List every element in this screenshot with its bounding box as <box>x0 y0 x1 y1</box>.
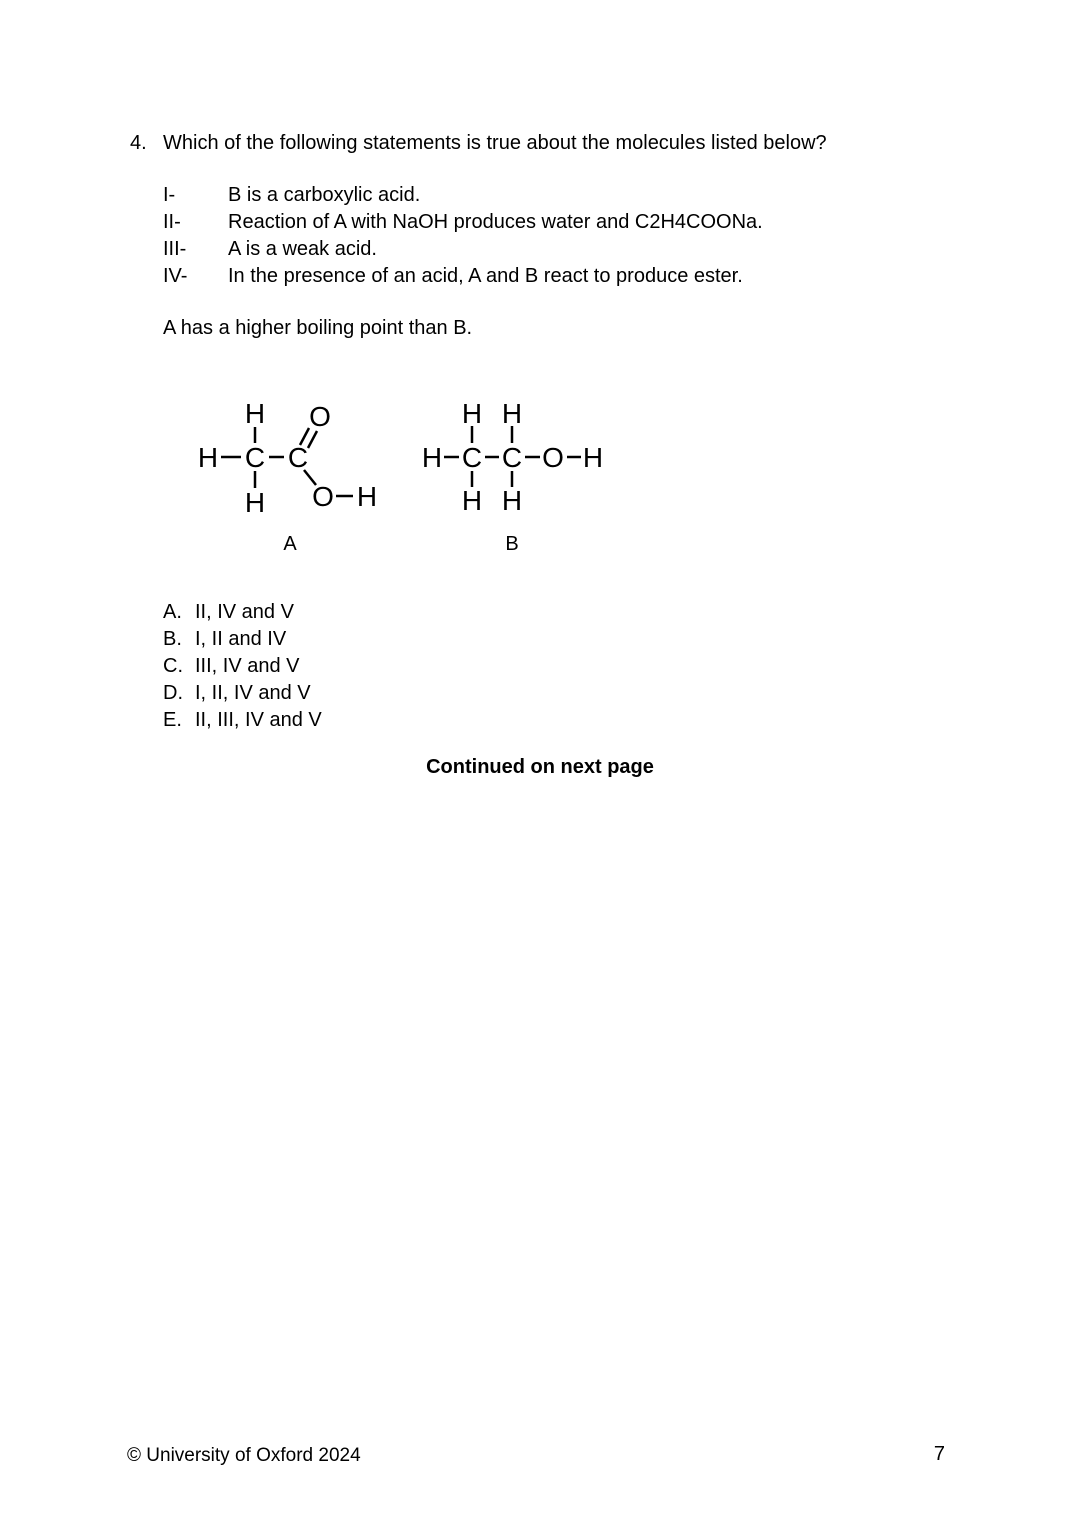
statement-numeral: III- <box>163 238 187 260</box>
atom-h: H <box>356 481 378 512</box>
atom-c: C <box>244 442 266 473</box>
statement-numeral: I- <box>163 184 176 206</box>
atom-o: O <box>309 401 331 432</box>
statement-text: Reaction of A with NaOH produces water and C2H4COONa. <box>228 211 763 233</box>
option-text: I, II and IV <box>195 628 287 650</box>
question-number: 4. <box>130 132 147 154</box>
option-letter: C. <box>163 655 183 677</box>
option-e <box>163 707 980 734</box>
molecule-a-structure <box>180 388 410 533</box>
answer-options <box>163 599 980 734</box>
atom-h: H <box>501 485 523 516</box>
statement-text: In the presence of an acid, A and B react to produce ester. <box>228 265 743 287</box>
molecule-a-label: A <box>283 533 297 555</box>
footer-copyright: © University of Oxford 2024 <box>127 1445 361 1466</box>
option-c <box>163 653 980 680</box>
atom-h: H <box>461 398 483 429</box>
option-text: II, IV and V <box>195 601 294 623</box>
statements-list <box>163 182 980 290</box>
statement-text: B is a carboxylic acid. <box>228 184 421 206</box>
statement-numeral: II- <box>163 211 181 233</box>
atom-c: C <box>501 442 523 473</box>
option-letter: B. <box>163 628 182 650</box>
molecule-b-diagram <box>400 388 620 528</box>
statement-item-1 <box>163 182 980 209</box>
option-letter: D. <box>163 682 183 704</box>
double-bond-c2-o-line2 <box>308 431 317 448</box>
option-text: I, II, IV and V <box>195 682 311 704</box>
atom-h: H <box>501 398 523 429</box>
statement-item-3 <box>163 236 980 263</box>
statement-numeral: IV- <box>163 265 188 287</box>
atom-h: H <box>244 487 266 518</box>
question-line <box>130 130 980 157</box>
atom-h: H <box>582 442 604 473</box>
atom-h: H <box>421 442 443 473</box>
question-text: Which of the following statements is true about the molecules listed below? <box>163 132 827 154</box>
option-letter: A. <box>163 601 182 623</box>
atom-h: H <box>244 398 266 429</box>
molecule-a-diagram <box>180 388 410 528</box>
atom-o: O <box>312 481 334 512</box>
option-letter: E. <box>163 709 182 731</box>
atom-h: H <box>461 485 483 516</box>
statement-item-2 <box>163 209 980 236</box>
option-d <box>163 680 980 707</box>
option-text: II, III, IV and V <box>195 709 322 731</box>
statement-text: A is a weak acid. <box>228 238 377 260</box>
molecule-b-label: B <box>505 533 519 555</box>
option-text: III, IV and V <box>195 655 300 677</box>
atom-c: C <box>287 442 309 473</box>
option-b <box>163 626 980 653</box>
atom-o: O <box>542 442 564 473</box>
statement-v: A has a higher boiling point than B. <box>163 317 473 339</box>
statement-item-4 <box>163 263 980 290</box>
atom-c: C <box>461 442 483 473</box>
atom-h: H <box>197 442 219 473</box>
continued-note: Continued on next page <box>426 756 654 778</box>
page-number: 7 <box>933 1443 945 1465</box>
option-a <box>163 599 980 626</box>
molecule-b-structure <box>400 388 620 533</box>
